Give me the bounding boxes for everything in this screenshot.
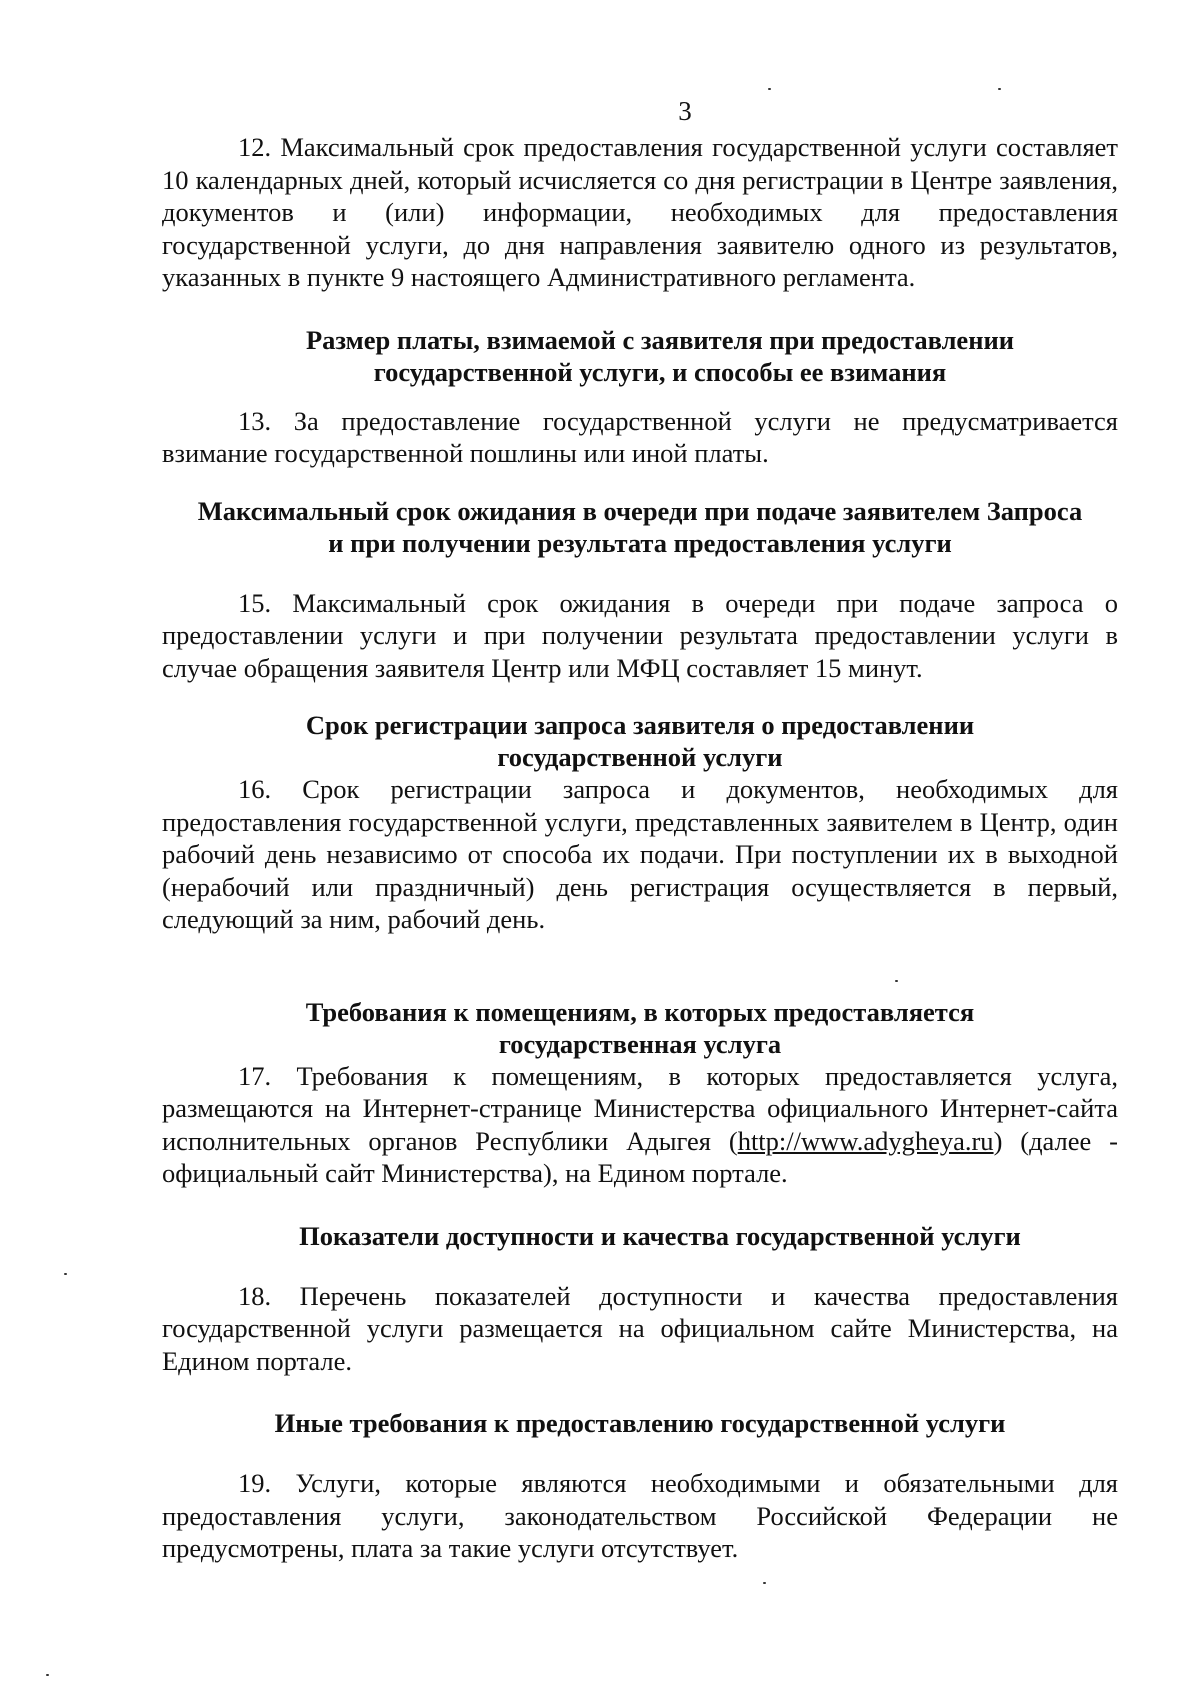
scan-speck bbox=[998, 88, 1001, 90]
heading-line: Максимальный срок ожидания в очереди при подаче заявителем Запроса bbox=[197, 495, 1083, 526]
scan-speck bbox=[895, 980, 898, 982]
heading-line: государственной услуги, и способы ее взимания bbox=[373, 356, 947, 387]
heading-line: Срок регистрации запроса заявителя о предоставлении bbox=[305, 710, 975, 740]
paragraph-19: 19. Услуги, которые являются необходимыми и обязательными для предоставления услуги, законодательством Российской Федерации не предусмотрены, плата за такие услуги отсутствует. bbox=[162, 1468, 1118, 1563]
heading-line: Требования к помещениям, в которых предоставляется bbox=[305, 996, 975, 1027]
heading-line: Иные требования к предоставлению государственной услуги bbox=[274, 1408, 1006, 1438]
heading-line: Размер платы, взимаемой с заявителя при предоставлении bbox=[305, 324, 1015, 355]
heading-premises bbox=[162, 996, 1118, 1060]
paragraph-13: 13. За предоставление государственной услуги не предусматривается взимание государственной пошлины или иной платы. bbox=[162, 405, 1118, 468]
paragraph-15: 15. Максимальный срок ожидания в очереди при подаче запроса о предоставлении услуги и при получении результата предоставлении услуги в случае обращения заявителя Центр или МФЦ составляет 15 минут. bbox=[162, 587, 1118, 683]
heading-line: государственная услуга bbox=[498, 1028, 782, 1059]
scan-speck bbox=[763, 1582, 766, 1584]
heading-other-requirements bbox=[162, 1407, 1118, 1439]
heading-accessibility bbox=[162, 1220, 1118, 1252]
heading-waiting-time bbox=[162, 495, 1118, 559]
heading-fee bbox=[162, 324, 1118, 388]
scan-speck bbox=[46, 1674, 49, 1676]
paragraph-18: 18. Перечень показателей доступности и качества предоставления государственной услуги размещается на официальном сайте Министерства, на Едином портале. bbox=[162, 1280, 1118, 1376]
page-number: 3 bbox=[678, 96, 692, 126]
paragraph-17-text: 17. Требования к помещениям, в которых предоставляется услуга, размещаются на Интернет-странице Министерства официального Интернет-сайта исполнительных органов Республики Адыгея ( bbox=[162, 1060, 1118, 1156]
ministry-website-link[interactable]: http://www.adygheya.ru bbox=[737, 1125, 994, 1156]
heading-line: Показатели доступности и качества государственной услуги bbox=[299, 1220, 1021, 1251]
scan-speck bbox=[64, 1273, 67, 1275]
paragraph-12: 12. Максимальный срок предоставления государственной услуги составляет 10 календарных дней, который исчисляется со дня регистрации в Центре заявления, документов и (или) информации, необходимых для предоставления государственной услуги, до дня направления заявителю одного из результатов, указанных в пункте 9 настоящего Административного регламента. bbox=[162, 132, 1118, 292]
heading-line: государственной услуги bbox=[497, 742, 783, 772]
paragraph-17 bbox=[162, 1060, 1118, 1190]
document-body bbox=[162, 131, 1118, 1565]
paragraph-17-text-end: ) (далее - официальный сайт Министерства), на Едином портале. bbox=[162, 1125, 1118, 1188]
heading-registration-term bbox=[162, 709, 1118, 773]
paragraph-16: 16. Срок регистрации запроса и документов, необходимых для предоставления государственной услуги, представленных заявителем в Центр, один рабочий день независимо от способа их подачи. При поступлении их в выходной (нерабочий или праздничный) день регистрация осуществляется в первый, следующий за ним, рабочий день. bbox=[162, 774, 1118, 934]
scan-speck bbox=[768, 88, 771, 90]
heading-line: и при получении результата предоставления услуги bbox=[328, 527, 952, 558]
